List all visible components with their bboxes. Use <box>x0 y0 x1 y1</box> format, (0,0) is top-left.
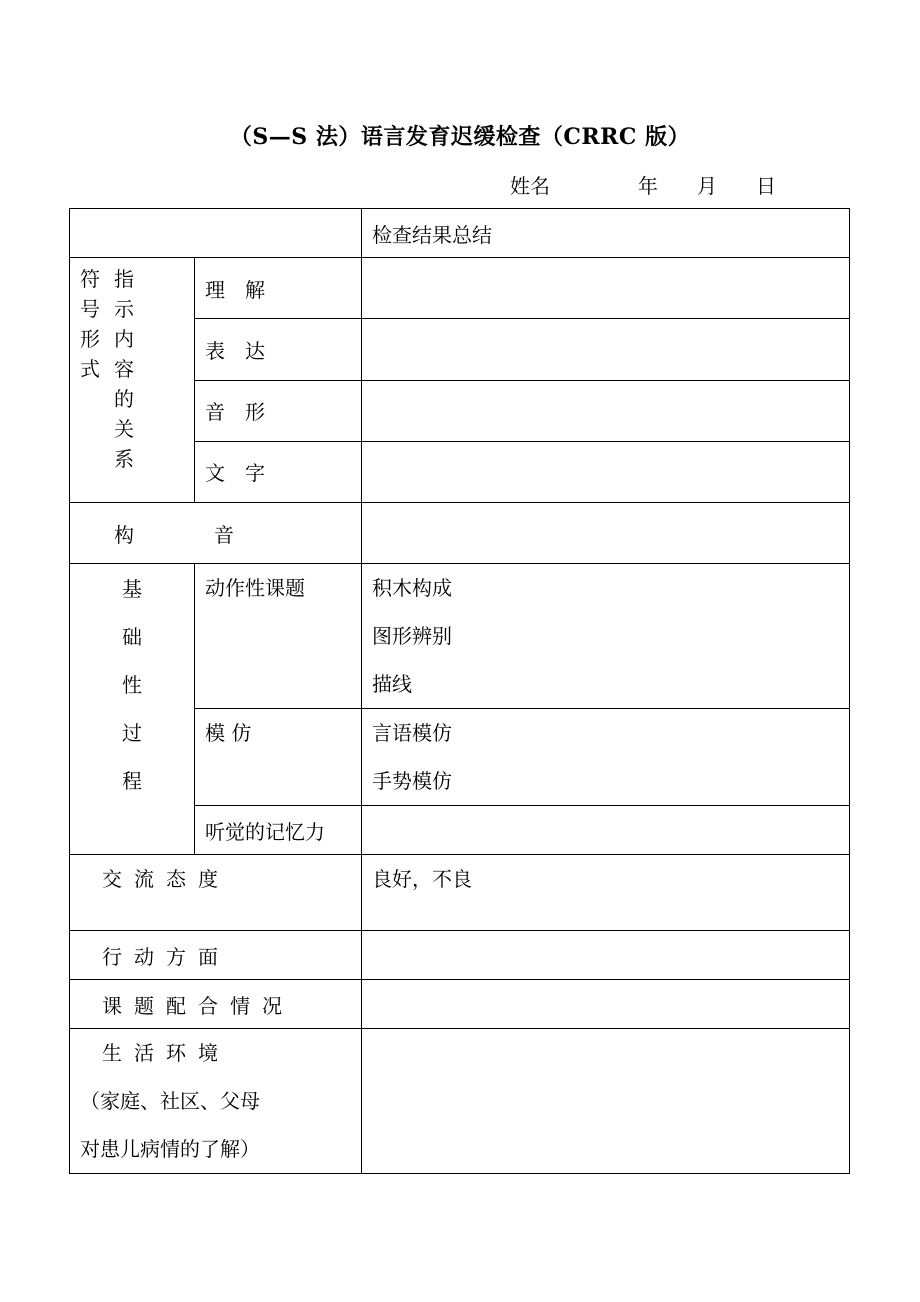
life-environment-label-cell <box>70 1029 362 1174</box>
sound-form-label: 音 形 <box>205 400 265 425</box>
gesture-imitation-item: 手势模仿 <box>372 769 452 793</box>
sound-form-label-cell <box>195 380 362 441</box>
life-environment-result-cell[interactable] <box>362 1029 850 1174</box>
symbol-relation-label-cell <box>70 258 195 503</box>
basic-process-label-cell <box>70 564 195 855</box>
month-label: 月 <box>697 174 717 198</box>
header-blank-cell <box>70 209 362 258</box>
expression-result-cell[interactable] <box>362 319 850 380</box>
communication-result-cell <box>362 855 850 931</box>
written-result-cell[interactable] <box>362 441 850 502</box>
cooperation-label: 课题配合情况 <box>102 993 294 1018</box>
comprehension-label-cell <box>195 258 362 319</box>
expression-label: 表 达 <box>205 338 265 363</box>
expression-label-cell <box>195 319 362 380</box>
imitation-label: 模 仿 <box>205 721 252 745</box>
basic-process-label: 基 础 性 过 程 <box>122 577 142 793</box>
behavior-label-cell <box>70 931 362 980</box>
comprehension-result-cell[interactable] <box>362 258 850 319</box>
name-label: 姓名 <box>510 174 550 198</box>
shape-discrimination-item: 图形辨别 <box>372 624 452 648</box>
action-task-label-cell <box>195 564 362 709</box>
cooperation-label-cell <box>70 980 362 1029</box>
articulation-result-cell[interactable] <box>362 503 850 564</box>
imitation-results-cell <box>362 709 850 806</box>
comprehension-label: 理 解 <box>205 277 265 302</box>
year-label: 年 <box>638 174 658 198</box>
summary-header-cell <box>362 209 850 258</box>
content-relation-column: 指 示 内 容 的 关 系 <box>114 267 134 471</box>
summary-header: 检查结果总结 <box>372 222 492 247</box>
action-task-label: 动作性课题 <box>205 576 305 600</box>
symbol-form-column: 符 号 形 式 <box>80 267 100 381</box>
cooperation-result-cell[interactable] <box>362 980 850 1029</box>
written-label-cell <box>195 441 362 502</box>
communication-label-cell <box>70 855 362 931</box>
auditory-memory-result-cell[interactable] <box>362 806 850 855</box>
articulation-label: 构 音 <box>114 522 234 547</box>
life-environment-note-2: 对患儿病情的了解） <box>80 1137 260 1161</box>
line-tracing-item: 描线 <box>372 672 412 696</box>
articulation-label-cell <box>70 503 362 564</box>
communication-label: 交流态度 <box>102 867 230 891</box>
behavior-label: 行动方面 <box>102 944 230 969</box>
symbol-relation-label <box>70 258 194 502</box>
assessment-table <box>69 208 850 1174</box>
block-construction-item: 积木构成 <box>372 576 452 600</box>
verbal-imitation-item: 言语模仿 <box>372 721 452 745</box>
life-environment-label: 生活环境 <box>102 1041 230 1065</box>
communication-value: 良好，不良 <box>372 867 472 891</box>
auditory-memory-label-cell <box>195 806 362 855</box>
life-environment-note-1: （家庭、社区、父母 <box>80 1089 260 1113</box>
day-label: 日 <box>756 174 776 198</box>
action-task-results-cell <box>362 564 850 709</box>
document-title: （S—S 法）语言发育迟缓检查（CRRC 版） <box>229 124 691 150</box>
auditory-memory-label: 听觉的记忆力 <box>205 819 325 844</box>
imitation-label-cell <box>195 709 362 806</box>
written-label: 文 字 <box>205 461 265 486</box>
sound-form-result-cell[interactable] <box>362 380 850 441</box>
behavior-result-cell[interactable] <box>362 931 850 980</box>
